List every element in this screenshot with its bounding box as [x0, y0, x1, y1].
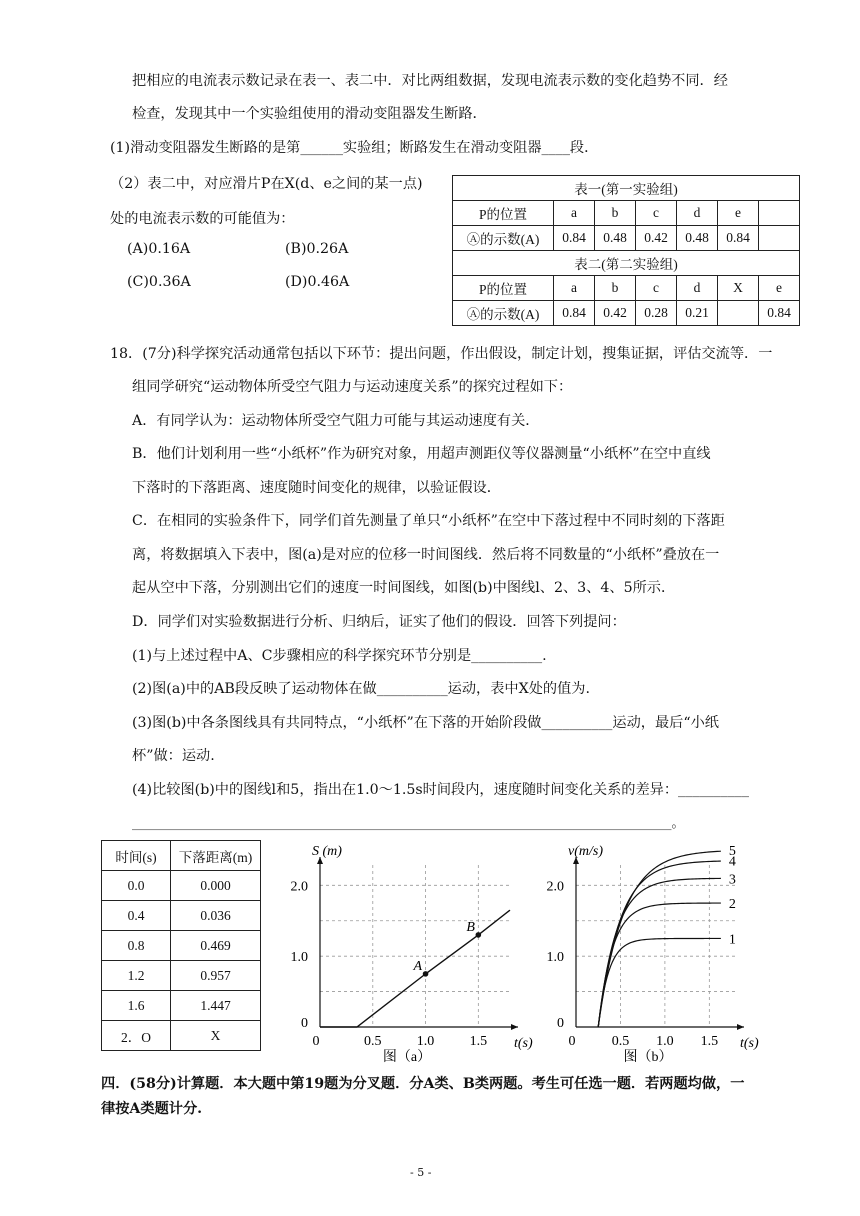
- cell: 1.2: [102, 961, 171, 991]
- y-tick-label: 1.0: [290, 950, 308, 966]
- x-tick-label: 1.5: [700, 1034, 719, 1049]
- chart-caption: 图（b）: [623, 1050, 673, 1065]
- cell: 0.84: [718, 226, 759, 251]
- x-tick-label: 1.0: [416, 1034, 435, 1049]
- cell: a: [554, 276, 595, 301]
- page-number: - 5 -: [410, 1166, 432, 1179]
- reading-label: Ⓐ的示数(A): [453, 301, 554, 326]
- cell: b: [595, 276, 636, 301]
- cell: a: [554, 201, 595, 226]
- cell: [759, 226, 800, 251]
- x-tick-label: 0: [568, 1034, 576, 1049]
- table1-title: 表一(第一实验组): [453, 176, 800, 201]
- q17-part2-line2: 处的电流表示数的可能值为：: [110, 211, 295, 227]
- cell: 0.84: [554, 301, 595, 326]
- cell: 0.8: [102, 931, 171, 961]
- cell: e: [718, 201, 759, 226]
- cell: 1.447: [171, 991, 261, 1021]
- curve-label-5: 5: [728, 845, 736, 859]
- cell: d: [677, 201, 718, 226]
- curve-label-4: 4: [728, 854, 736, 870]
- cell: 2．O: [102, 1021, 171, 1051]
- x-tick-label: 0.5: [364, 1034, 382, 1049]
- cell: 0.4: [102, 901, 171, 931]
- x-axis-label: t(s): [740, 1036, 759, 1051]
- cell: 0.0: [102, 871, 171, 901]
- cell: X: [718, 276, 759, 301]
- point-label-b: B: [466, 919, 475, 935]
- cell: b: [595, 201, 636, 226]
- point-b: [476, 932, 482, 938]
- cell: e: [759, 276, 800, 301]
- intro-line-2: 检查，发现其中一个实验组使用的滑动变阻器发生断路．: [132, 106, 487, 122]
- cell: 0.42: [636, 226, 677, 251]
- question-4-line-2: ___________________________________________________________________________________。: [132, 816, 685, 831]
- x-tick-label: 0.5: [611, 1034, 630, 1049]
- option-a: (A)0.16A: [127, 241, 191, 257]
- table-row: [102, 991, 261, 1021]
- table-row: [102, 961, 261, 991]
- cell: X: [171, 1021, 261, 1051]
- cell: 0.48: [677, 226, 718, 251]
- table2-title: 表二(第二实验组): [453, 251, 800, 276]
- cell: 0.957: [171, 961, 261, 991]
- y-tick-label: 2.0: [546, 879, 564, 895]
- cell: 1.6: [102, 991, 171, 1021]
- cell: [759, 201, 800, 226]
- table1-position-row: [453, 201, 800, 226]
- y-axis-label: v(m/s): [568, 845, 603, 859]
- x-tick-label: 0: [312, 1034, 320, 1049]
- y-tick-label: 1.0: [546, 950, 564, 966]
- y-tick-label: 0: [301, 1016, 308, 1031]
- step-c-2: 离，将数据填入下表中，图(a)是对应的位移一时间图线．然后将不同数量的“小纸杯”叠放在一: [132, 547, 720, 563]
- step-d: D．同学们对实验数据进行分析、归纳后，证实了他们的假设．回答下列提问：: [132, 614, 626, 630]
- cell: 0.42: [595, 301, 636, 326]
- velocity-time-chart: [528, 845, 768, 1070]
- step-c-1: C．在相同的实验条件下，同学们首先测量了单只“小纸杯”在空中下落过程中不同时刻的下落距: [132, 513, 725, 529]
- table2-position-row: [453, 276, 800, 301]
- option-d: (D)0.46A: [285, 274, 350, 290]
- chart-caption: 图（a）: [382, 1050, 432, 1065]
- step-a: A．有同学认为：运动物体所受空气阻力可能与其运动速度有关．: [132, 413, 540, 429]
- option-c: (C)0.36A: [127, 274, 191, 290]
- y-tick-label: 2.0: [290, 879, 308, 895]
- cell: [718, 301, 759, 326]
- table-row: [102, 871, 261, 901]
- table2-reading-row: [453, 301, 800, 326]
- option-b: (B)0.26A: [285, 241, 349, 257]
- curve-label-2: 2: [728, 897, 736, 913]
- step-b-2: 下落时的下落距离、速度随时间变化的规律，以验证假设．: [132, 480, 501, 496]
- cell: 0.28: [636, 301, 677, 326]
- velocity-curve-2: [598, 903, 721, 1027]
- section4-line-1: 四．(58分)计算题．本大题中第19题为分叉题．分A类、B类两题。考生可任选一题．若两题均做，一: [101, 1076, 745, 1092]
- pos-label: P的位置: [453, 276, 554, 301]
- cell: 0.469: [171, 931, 261, 961]
- x-tick-label: 1.0: [656, 1034, 674, 1049]
- fall-distance-table: [101, 840, 261, 1051]
- section4-line-2: 律按A类题计分.: [101, 1101, 203, 1117]
- table-row: [102, 901, 261, 931]
- reading-label: Ⓐ的示数(A): [453, 226, 554, 251]
- curve-label-1: 1: [728, 932, 736, 948]
- q18-line-1: 18．(7分)科学探究活动通常包括以下环节：提出问题，作出假设，制定计划，搜集证据，评估交流等．一: [110, 346, 773, 362]
- cell: 0.21: [677, 301, 718, 326]
- x-axis-arrow: [737, 1024, 744, 1030]
- curve-label-3: 3: [728, 872, 736, 888]
- y-axis-label: S (m): [312, 845, 342, 859]
- cell: 0.84: [759, 301, 800, 326]
- cell: 0.84: [554, 226, 595, 251]
- point-a: [423, 971, 429, 977]
- step-c-3: 起从空中下落，分别测出它们的速度一时间图线，如图(b)中图线l、2、3、4、5所示．: [132, 580, 676, 596]
- header-time: 时间(s): [102, 841, 171, 871]
- x-tick-label: 1.5: [469, 1034, 488, 1049]
- pos-label: P的位置: [453, 201, 554, 226]
- q17-part2-line1: （2）表二中，对应滑片P在X(d、e之间的某一点): [110, 176, 423, 192]
- point-label-a: A: [413, 958, 423, 974]
- table-row: [102, 1021, 261, 1051]
- question-3-line-1: (3)图(b)中各条图线具有共同特点，“小纸杯”在下落的开始阶段做__________运动，最后“小纸: [132, 715, 719, 731]
- current-tables: [452, 175, 800, 326]
- question-2: (2)图(a)中的AB段反映了运动物体在做__________运动，表中X处的值为.: [132, 681, 590, 697]
- displacement-time-chart: [280, 845, 540, 1070]
- cell: c: [636, 276, 677, 301]
- intro-line-1: 把相应的电流表示数记录在表一、表二中．对比两组数据，发现电流表示数的变化趋势不同．经: [132, 73, 728, 89]
- table-row: [102, 931, 261, 961]
- cell: 0.48: [595, 226, 636, 251]
- cell: 0.000: [171, 871, 261, 901]
- table1-reading-row: [453, 226, 800, 251]
- question-4-line-1: (4)比较图(b)中的图线l和5，指出在1.0～1.5s时间段内，速度随时间变化关系的差异：__________: [132, 782, 749, 798]
- velocity-curve-4: [598, 861, 721, 1027]
- step-b-1: B．他们计划利用一些“小纸杯”作为研究对象，用超声测距仪等仪器测量“小纸杯”在空中直线: [132, 446, 711, 462]
- question-1: (1)与上述过程中A、C步骤相应的科学探究环节分别是__________.: [132, 648, 547, 664]
- q17-part1: (1)滑动变阻器发生断路的是第______实验组；断路发生在滑动变阻器____段．: [110, 140, 599, 156]
- question-3-line-2: 杯”做：运动.: [132, 748, 215, 764]
- q18-line-2: 组同学研究“运动物体所受空气阻力与运动速度关系”的探究过程如下：: [132, 379, 573, 395]
- x-axis-arrow: [511, 1024, 518, 1030]
- header-distance: 下落距离(m): [171, 841, 261, 871]
- cell: d: [677, 276, 718, 301]
- cell: 0.036: [171, 901, 261, 931]
- cell: c: [636, 201, 677, 226]
- x-axis-label: t(s): [514, 1036, 533, 1051]
- velocity-curve-1: [598, 938, 721, 1027]
- y-tick-label: 0: [557, 1016, 564, 1031]
- velocity-curve-3: [598, 878, 721, 1027]
